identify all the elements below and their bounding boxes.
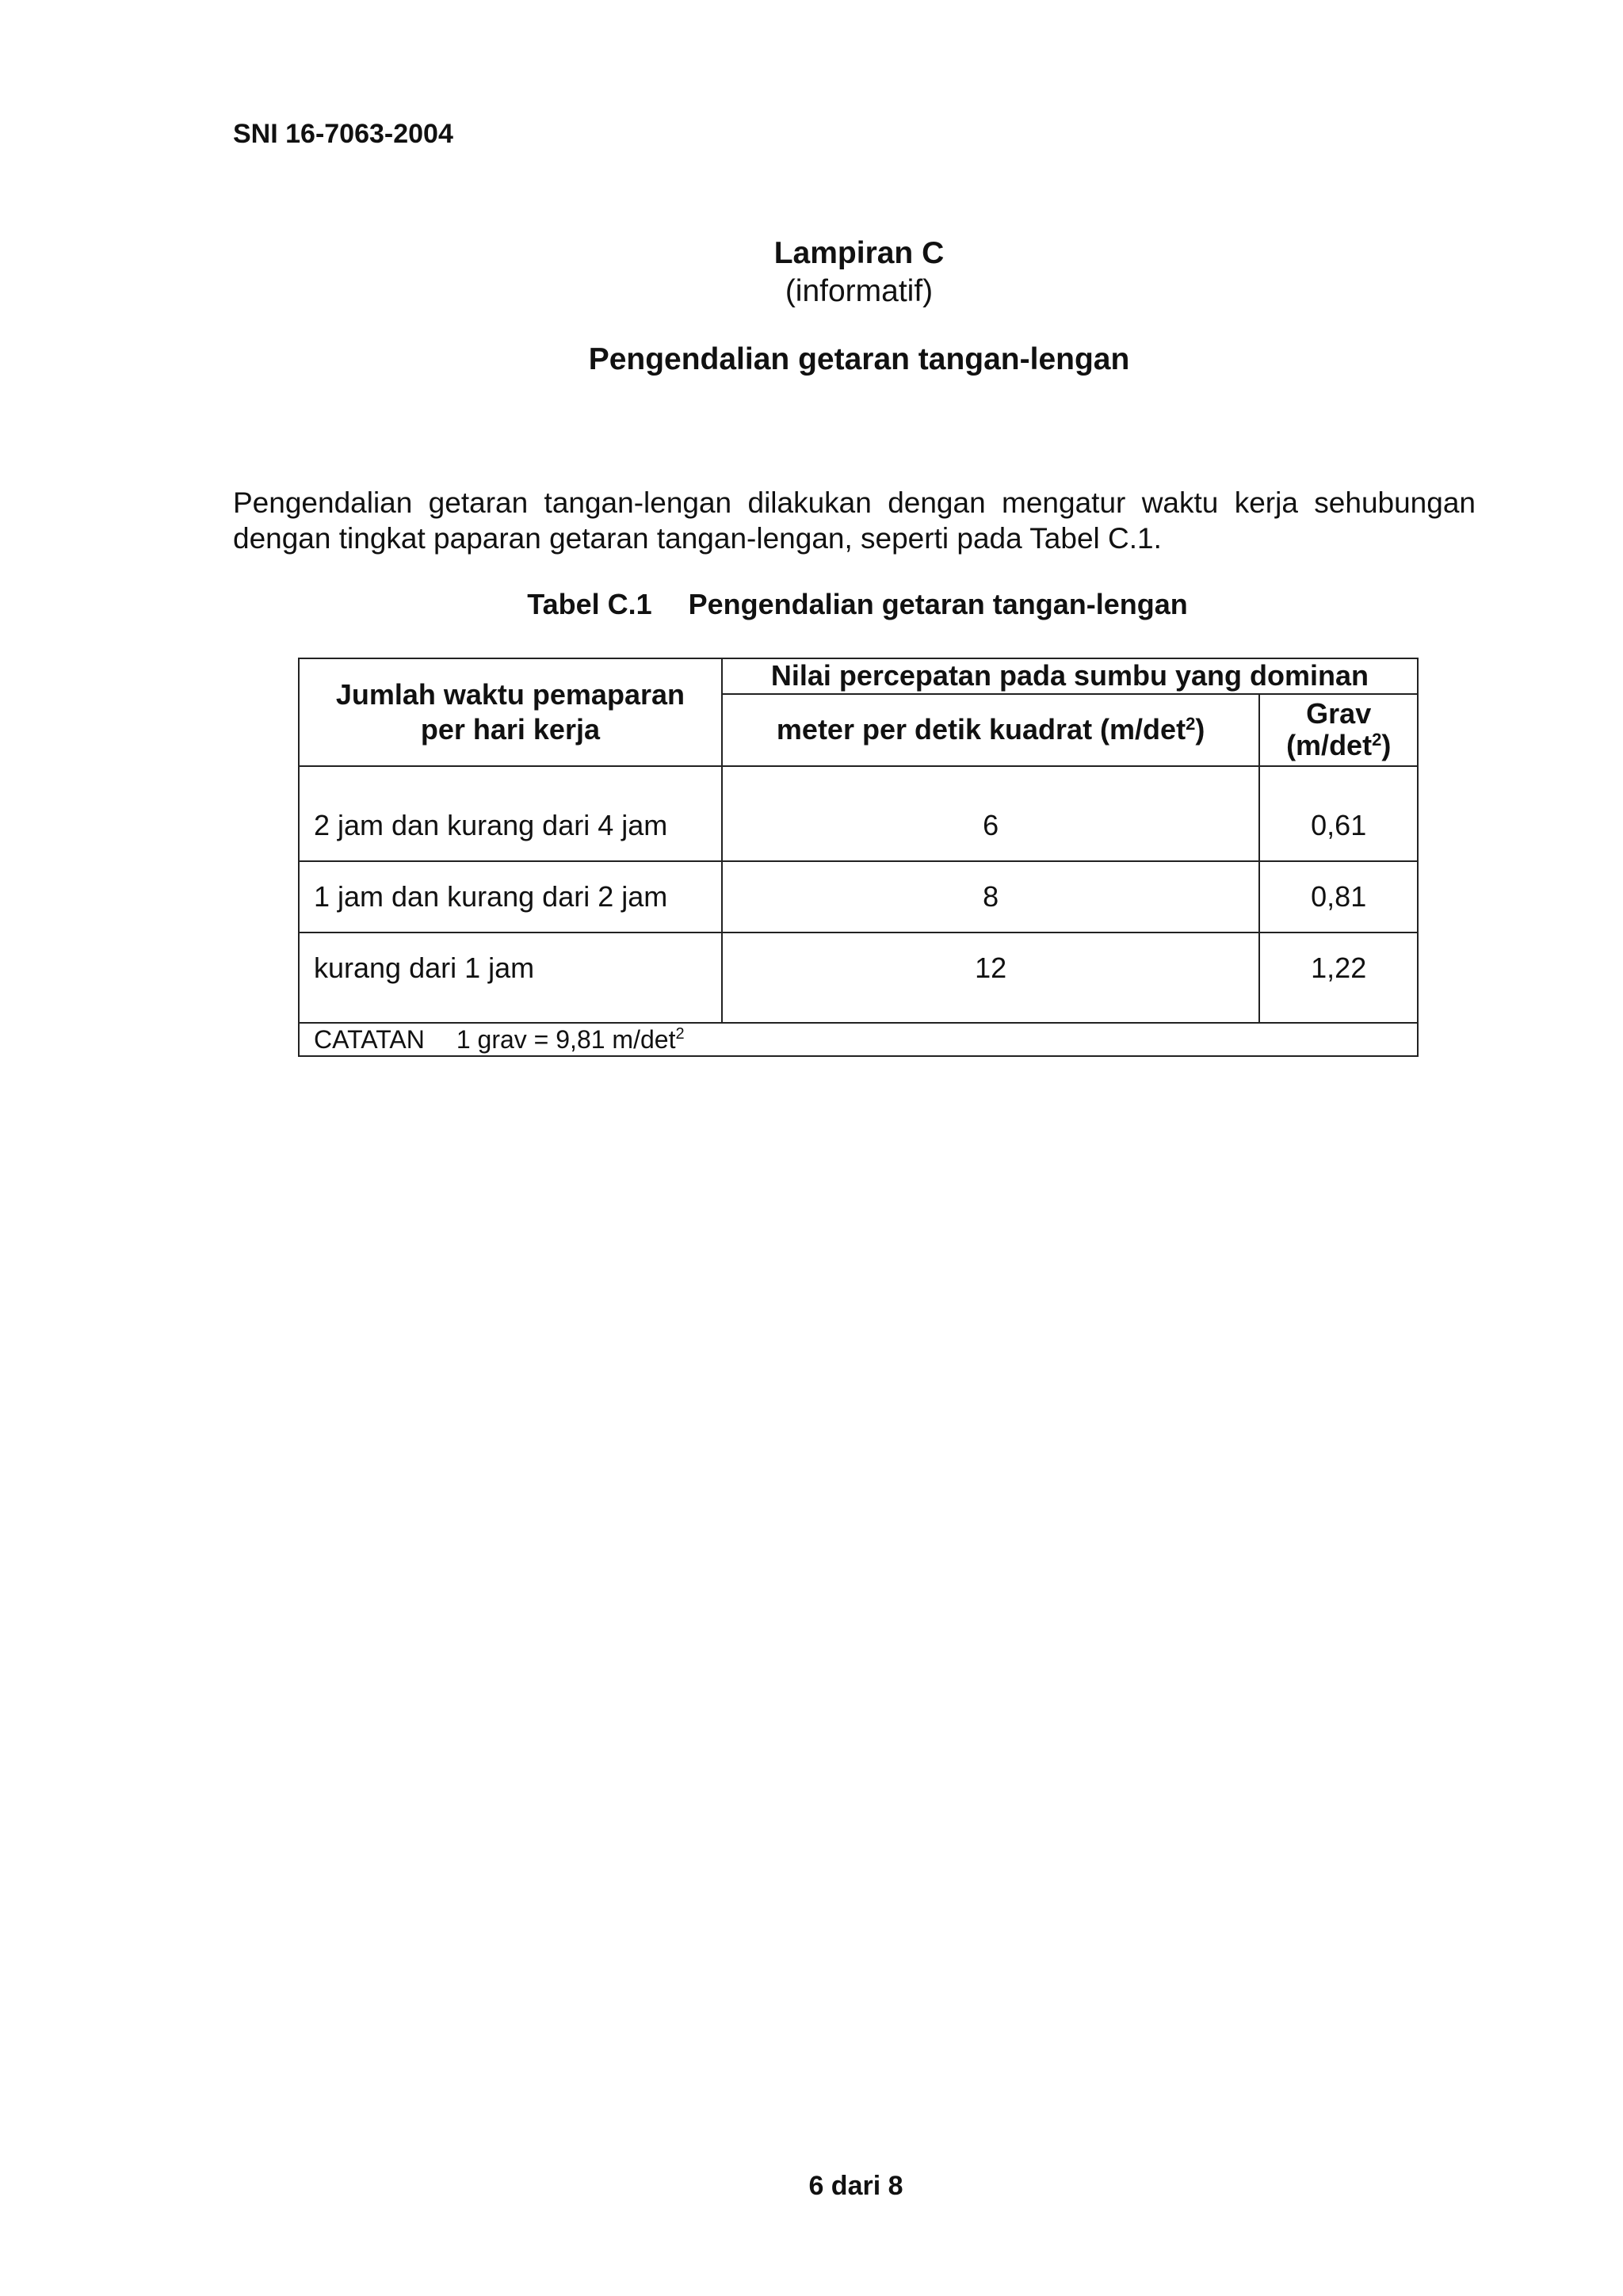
table-caption-id: Tabel C.1: [527, 588, 652, 620]
duration-cell: kurang dari 1 jam: [299, 933, 722, 1023]
column-header-grav: Grav $(m/\det^2)$: [1259, 694, 1418, 766]
column-header-duration: Jumlah waktu pemaparan per hari kerja: [299, 658, 722, 766]
column-group-header-acceleration: Nilai percepatan pada sumbu yang dominan: [722, 658, 1418, 694]
ms2-cell: 8: [722, 861, 1260, 933]
table-row: [299, 933, 1418, 1023]
ms2-cell: 12: [722, 933, 1260, 1023]
annex-subtitle: (informatif): [785, 274, 934, 308]
column-header-ms2: meter per detik kuadrat $(m/\det^2)$: [722, 694, 1260, 766]
note-label: CATATAN: [314, 1025, 425, 1054]
vibration-control-table: [298, 658, 1419, 1057]
grav-cell: 0,61: [1259, 766, 1418, 861]
section-title: Pengendalian getaran tangan-lengan: [588, 342, 1130, 376]
grav-cell: 1,22: [1259, 933, 1418, 1023]
note-text: 1 grav = 9,81 m/det: [456, 1025, 676, 1054]
table-caption: [0, 588, 1623, 621]
grav-cell: 0,81: [1259, 861, 1418, 933]
ms2-cell: 6: [722, 766, 1260, 861]
duration-cell: 2 jam dan kurang dari 4 jam: [299, 766, 722, 861]
table-caption-title: Pengendalian getaran tangan-lengan: [688, 588, 1188, 620]
table-note: CATATAN 1 grav = 9,81 $m/\det^2$: [299, 1023, 1418, 1056]
annex-title: Lampiran C: [773, 236, 945, 270]
table-note-row: [299, 1023, 1418, 1056]
body-paragraph: Pengendalian getaran tangan-lengan dilakukan dengan mengatur waktu kerja sehubungan dengan tingkat paparan getaran tangan-lengan, seperti pada Tabel C.1.: [233, 486, 1476, 555]
table-header-row: [299, 658, 1418, 694]
duration-cell: 1 jam dan kurang dari 2 jam: [299, 861, 722, 933]
table-row: [299, 861, 1418, 933]
document-code: SNI 16-7063-2004: [233, 119, 453, 149]
table-row: [299, 766, 1418, 861]
annex-heading: [0, 235, 1623, 311]
page-number: 6 dari 8: [808, 2171, 903, 2201]
